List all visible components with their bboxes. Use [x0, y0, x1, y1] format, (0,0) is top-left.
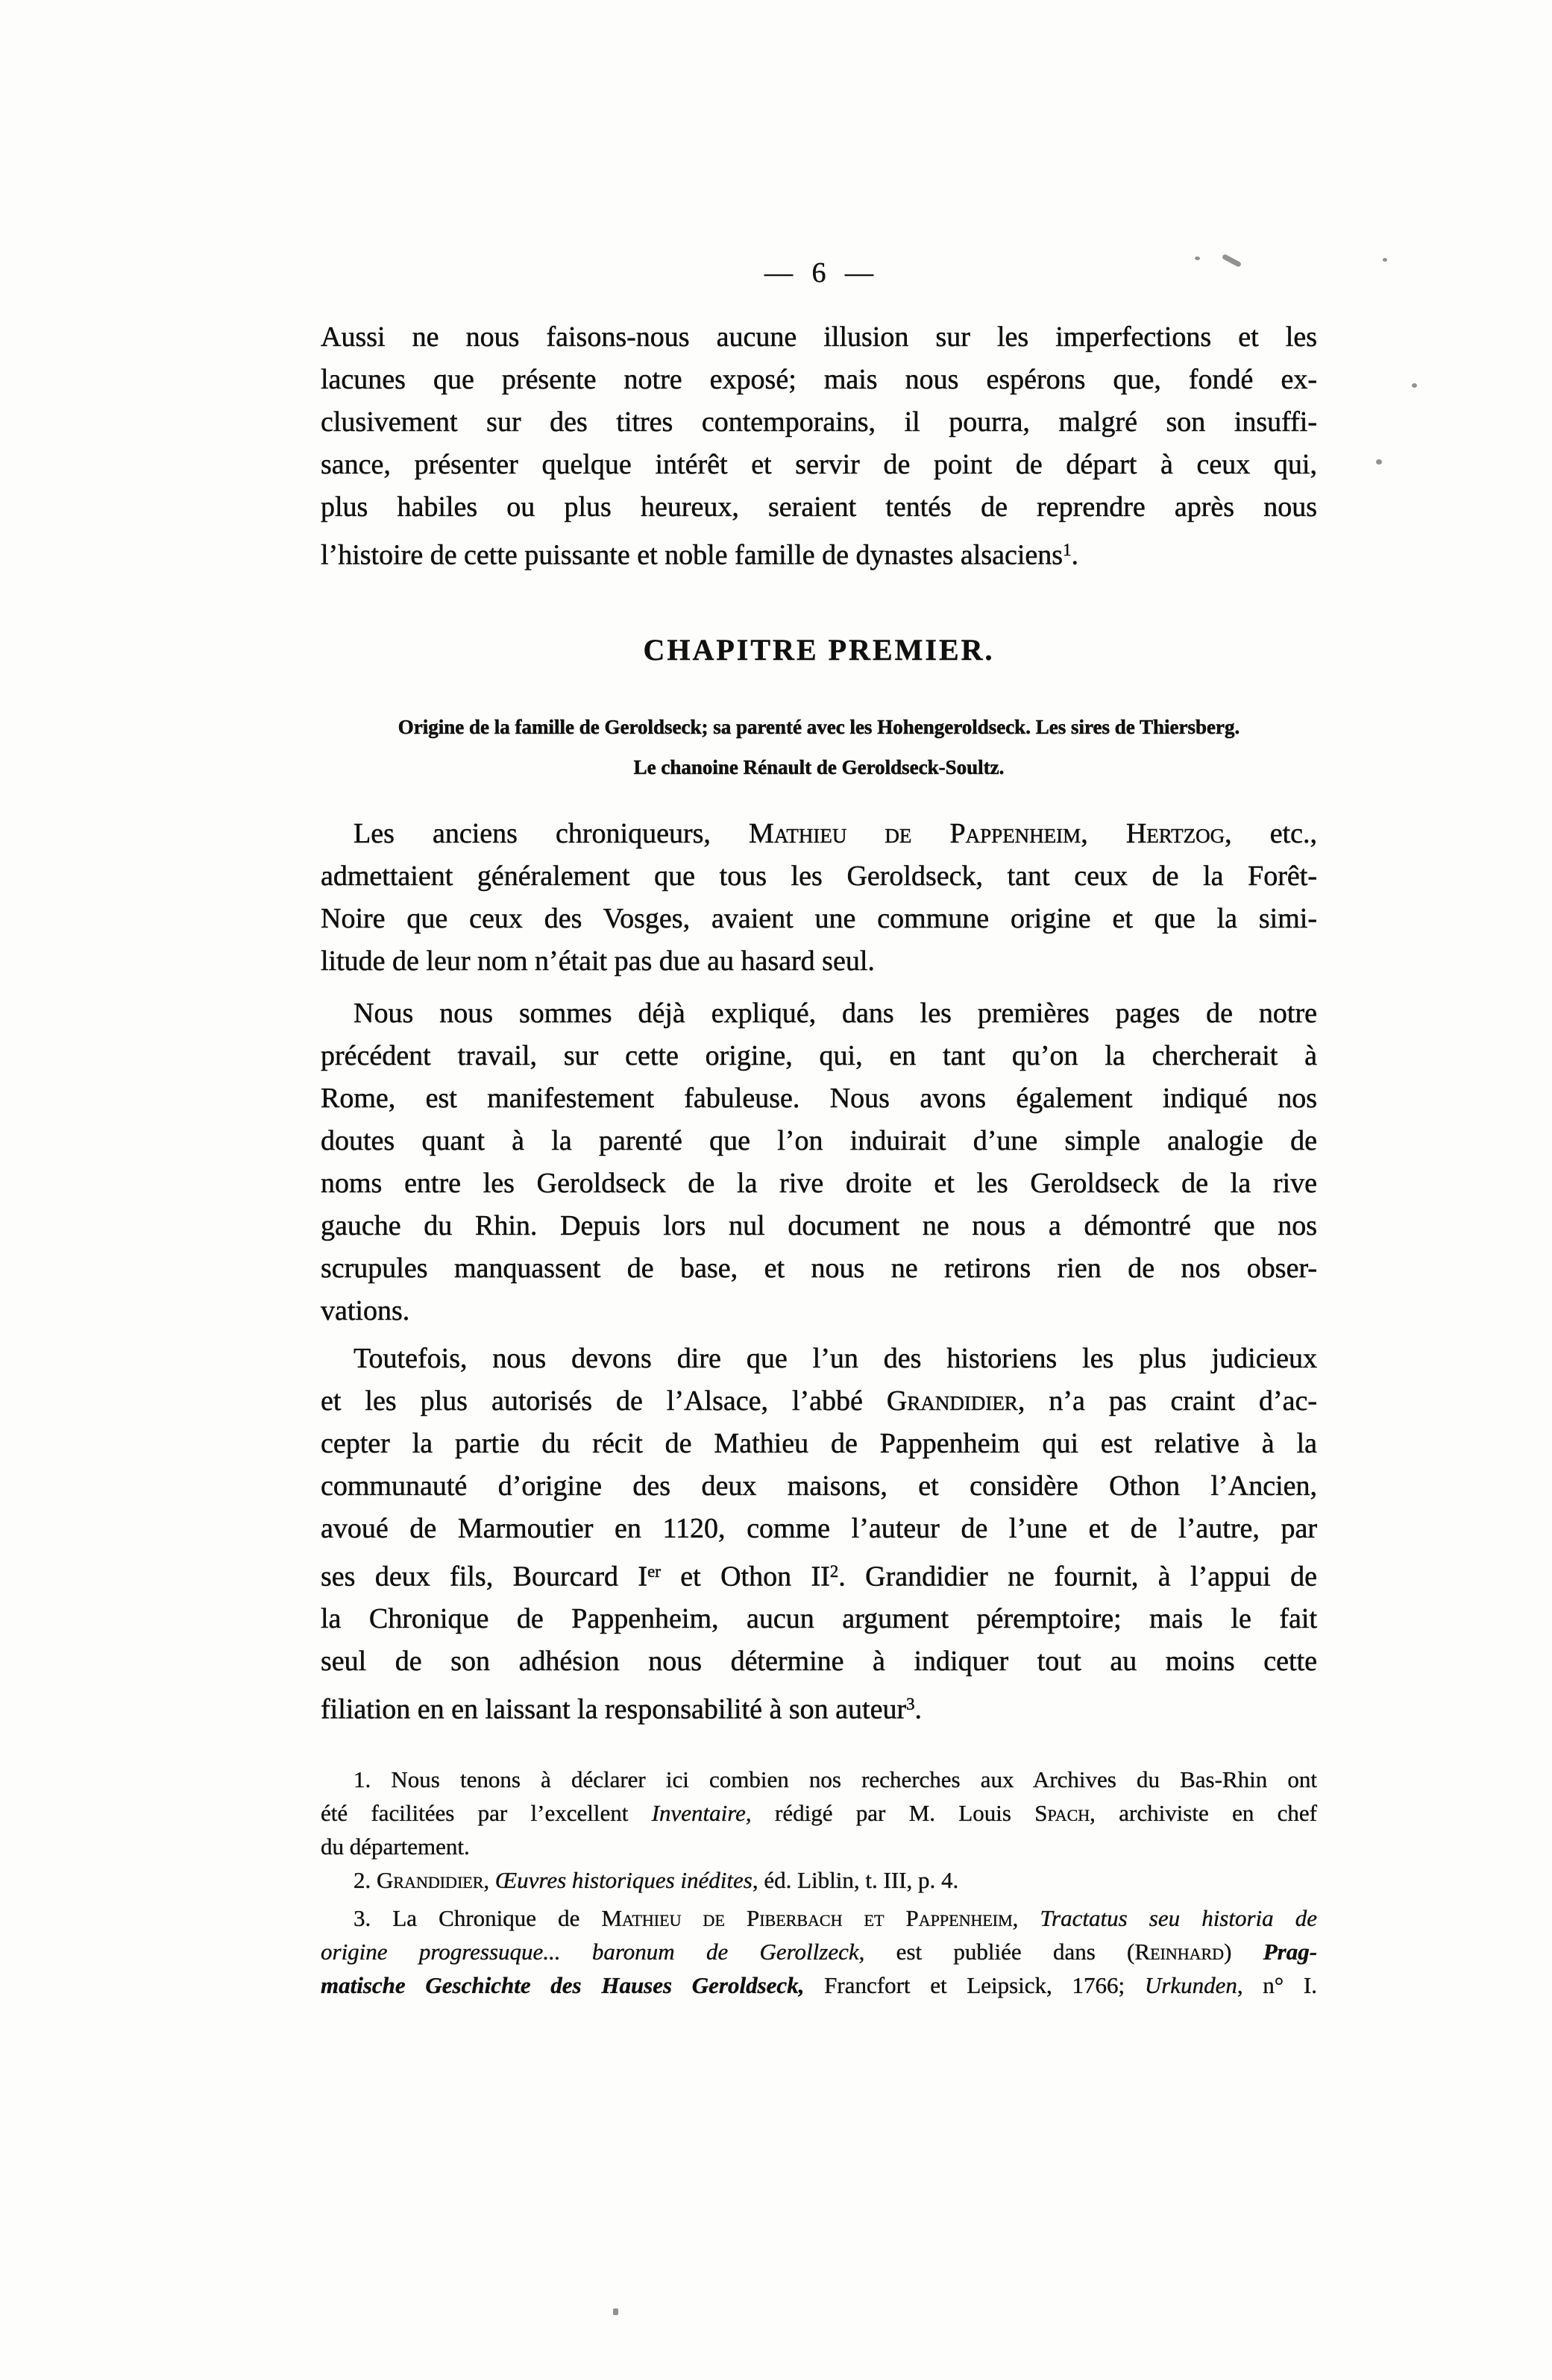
text-line: noms entre les Geroldseck de la rive droite et les Geroldseck de la rive: [321, 1168, 1317, 1199]
chapter-subtitle: [321, 707, 1317, 787]
paragraph-3: [321, 992, 1317, 1332]
text-line: doutes quant à la parenté que l’on induirait d’une simple analogie de: [321, 1125, 1317, 1156]
text-line: Les anciens chroniqueurs, Mathieu de Pappenheim, Hertzog, etc.,: [354, 818, 1318, 849]
text-line: filiation en en laissant la responsabilité à son auteur$^3$.: [321, 1693, 923, 1725]
text-line: et les plus autorisés de l’Alsace, l’abbé Grandidier, n’a pas craint d’ac-: [321, 1385, 1318, 1417]
text-line: origine progressuque... baronum de Gerollzeck, est publiée dans (Reinhard) Prag-: [321, 1939, 1318, 1965]
text-line: admettaient généralement que tous les Geroldseck, tant ceux de la Forêt-: [321, 860, 1317, 892]
text-line: Toutefois, nous devons dire que l’un des historiens les plus judicieux: [354, 1343, 1317, 1374]
text-line: Rome, est manifestement fabuleuse. Nous avons également indiqué nos: [321, 1083, 1317, 1114]
text-line: vations.: [321, 1295, 410, 1326]
paragraph-2: [321, 813, 1317, 983]
scan-speck: [613, 2308, 618, 2315]
text-line: scrupules manquassent de base, et nous ne retirons rien de nos obser-: [321, 1253, 1317, 1284]
text-line: Noire que ceux des Vosges, avaient une commune origine et que la simi-: [321, 903, 1317, 934]
text-line: clusivement sur des titres contemporains, il pourra, malgré son insuffi-: [321, 406, 1317, 438]
text-line: sance, présenter quelque intérêt et servir de point de départ à ceux qui,: [321, 449, 1317, 480]
scan-speck: [1195, 256, 1200, 260]
page-number: — 6 —: [764, 257, 873, 289]
text-line: Aussi ne nous faisons-nous aucune illusion sur les imperfections et les: [321, 321, 1317, 353]
footnote-1: [321, 1763, 1317, 1863]
text-line: l’histoire de cette puissante et noble famille de dynastes alsaciens$^1$.: [321, 539, 1078, 571]
text-line: matische Geschichte des Hauses Geroldseck, Francfort et Leipsick, 1766; Urkunden, n° I.: [321, 1972, 1317, 1998]
text-line: Le chanoine Rénault de Geroldseck-Soultz.: [633, 756, 1005, 778]
paragraph-4: [321, 1338, 1317, 1731]
text-line: été facilitées par l’excellent Inventaire, rédigé par M. Louis Spach, archiviste en chef: [321, 1800, 1317, 1826]
text-line: seul de son adhésion nous détermine à indiquer tout au moins cette: [321, 1646, 1317, 1678]
footnote-3: [321, 1901, 1317, 2002]
text-line: avoué de Marmoutier en 1120, comme l’auteur de l’une et de l’autre, par: [321, 1513, 1317, 1544]
scan-speck: [1383, 258, 1387, 262]
footnote-2: [321, 1863, 1317, 1897]
text-line: précédent travail, sur cette origine, qui, en tant qu’on la chercherait à: [321, 1040, 1317, 1071]
text-line: lacunes que présente notre exposé; mais nous espérons que, fondé ex-: [321, 364, 1317, 395]
text-line: gauche du Rhin. Depuis lors nul document ne nous a démontré que nos: [321, 1210, 1317, 1241]
text-line: Origine de la famille de Geroldseck; sa parenté avec les Hohengeroldseck. Les sires de Thiersberg.: [398, 716, 1240, 738]
chapter-heading: CHAPITRE PREMIER.: [643, 633, 995, 667]
text-line: Nous nous sommes déjà expliqué, dans les premières pages de notre: [354, 998, 1317, 1029]
text-line: communauté d’origine des deux maisons, et considère Othon l’Ancien,: [321, 1470, 1317, 1502]
text-line: 1. Nous tenons à déclarer ici combien nos recherches aux Archives du Bas-Rhin ont: [354, 1766, 1317, 1792]
text-line: plus habiles ou plus heureux, seraient tentés de reprendre après nous: [321, 491, 1317, 523]
text-line: 2. Grandidier, Œuvres historiques inédites, éd. Liblin, t. III, p. 4.: [354, 1867, 959, 1893]
scan-speck: [1412, 383, 1417, 388]
paragraph-1: [321, 316, 1317, 576]
text-line: cepter la partie du récit de Mathieu de Pappenheim qui est relative à la: [321, 1428, 1317, 1459]
text-line: 3. La Chronique de Mathieu de Piberbach et Pappenheim, Tractatus seu historia de: [354, 1905, 1318, 1931]
text-line: litude de leur nom n’était pas due au hasard seul.: [321, 945, 875, 977]
text-line: du département.: [321, 1833, 470, 1860]
text-line: la Chronique de Pappenheim, aucun argument péremptoire; mais le fait: [321, 1603, 1317, 1635]
text-line: ses deux fils, Bourcard Ier et Othon $II^2$. Grandidier ne fournit, à l’appui de: [321, 1561, 1317, 1593]
scan-speck: [1376, 459, 1382, 465]
